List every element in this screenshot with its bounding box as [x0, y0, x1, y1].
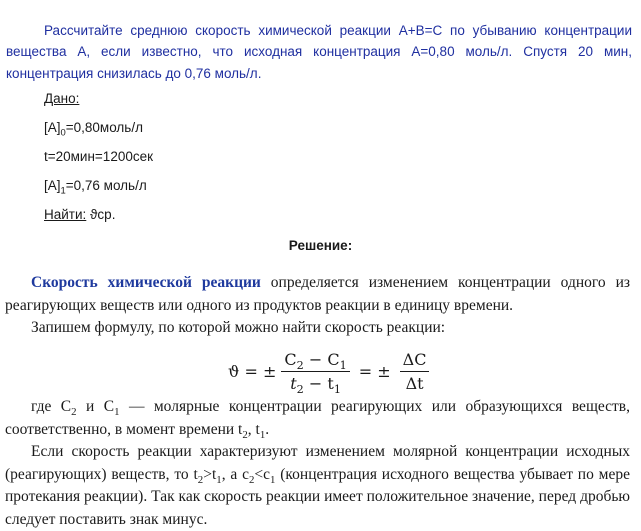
paragraph-where: где $С_2$ и $С_1$ — молярные концентрации реагирующих или образующихся веществ, соответственно, в момент времени $t_2$, $t_1$. — [5, 398, 630, 441]
formula-lhs: ϑ = ± — [228, 361, 277, 381]
paragraph-sign: Если скорость реакции характеризуют изменением молярной концентрации исходных (реагирующих) веществ, то $t_2>t_1$, а $c_2<c_1$ (концентрация исходного вещества убывает по мере протекания реакции). Так как скорость реакции имеет положительное значение, перед дробью следует поставить знак минус. — [5, 443, 630, 528]
find-line — [44, 206, 115, 224]
fraction-delta: $\frac{\Delta C}{\Delta t}$ — [400, 350, 430, 393]
solution-heading: Решение: — [288, 238, 353, 253]
given-initial-concentration: $[A]_0=0,80моль/л$ — [44, 120, 143, 139]
rate-formula — [228, 349, 434, 396]
fraction-concentration-time: $\frac{C_2 - C_1}{t_2 - t_1}$ — [281, 350, 349, 393]
given-final-concentration: $[A]_1=0,76$ моль/л — [44, 178, 147, 197]
find-label: Найти: — [44, 207, 87, 222]
task-statement: Рассчитайте среднюю скорость химической реакции A+B=C по убыванию концентрации вещества А, если известно, что исходная концентрация А=0,80 моль/л. Спустя 20 мин, концентрация снизилась до 0,76 моль/л. — [6, 22, 632, 81]
paragraph-definition: Скорость химической реакции определяется изменением концентрации одного из реагирующих веществ или одного из продуктов реакции в единицу времени. — [5, 274, 630, 314]
paragraph-formula-intro: Запишем формулу, по которой можно найти скорость реакции: — [31, 319, 446, 336]
find-value: ϑср. — [90, 207, 116, 222]
formula-equals: = ± — [358, 361, 391, 381]
given-heading: Дано: — [44, 91, 80, 106]
keyword-reaction-rate: Скорость химической реакции — [31, 274, 261, 291]
given-time: t=20мин=1200сек — [44, 149, 154, 164]
